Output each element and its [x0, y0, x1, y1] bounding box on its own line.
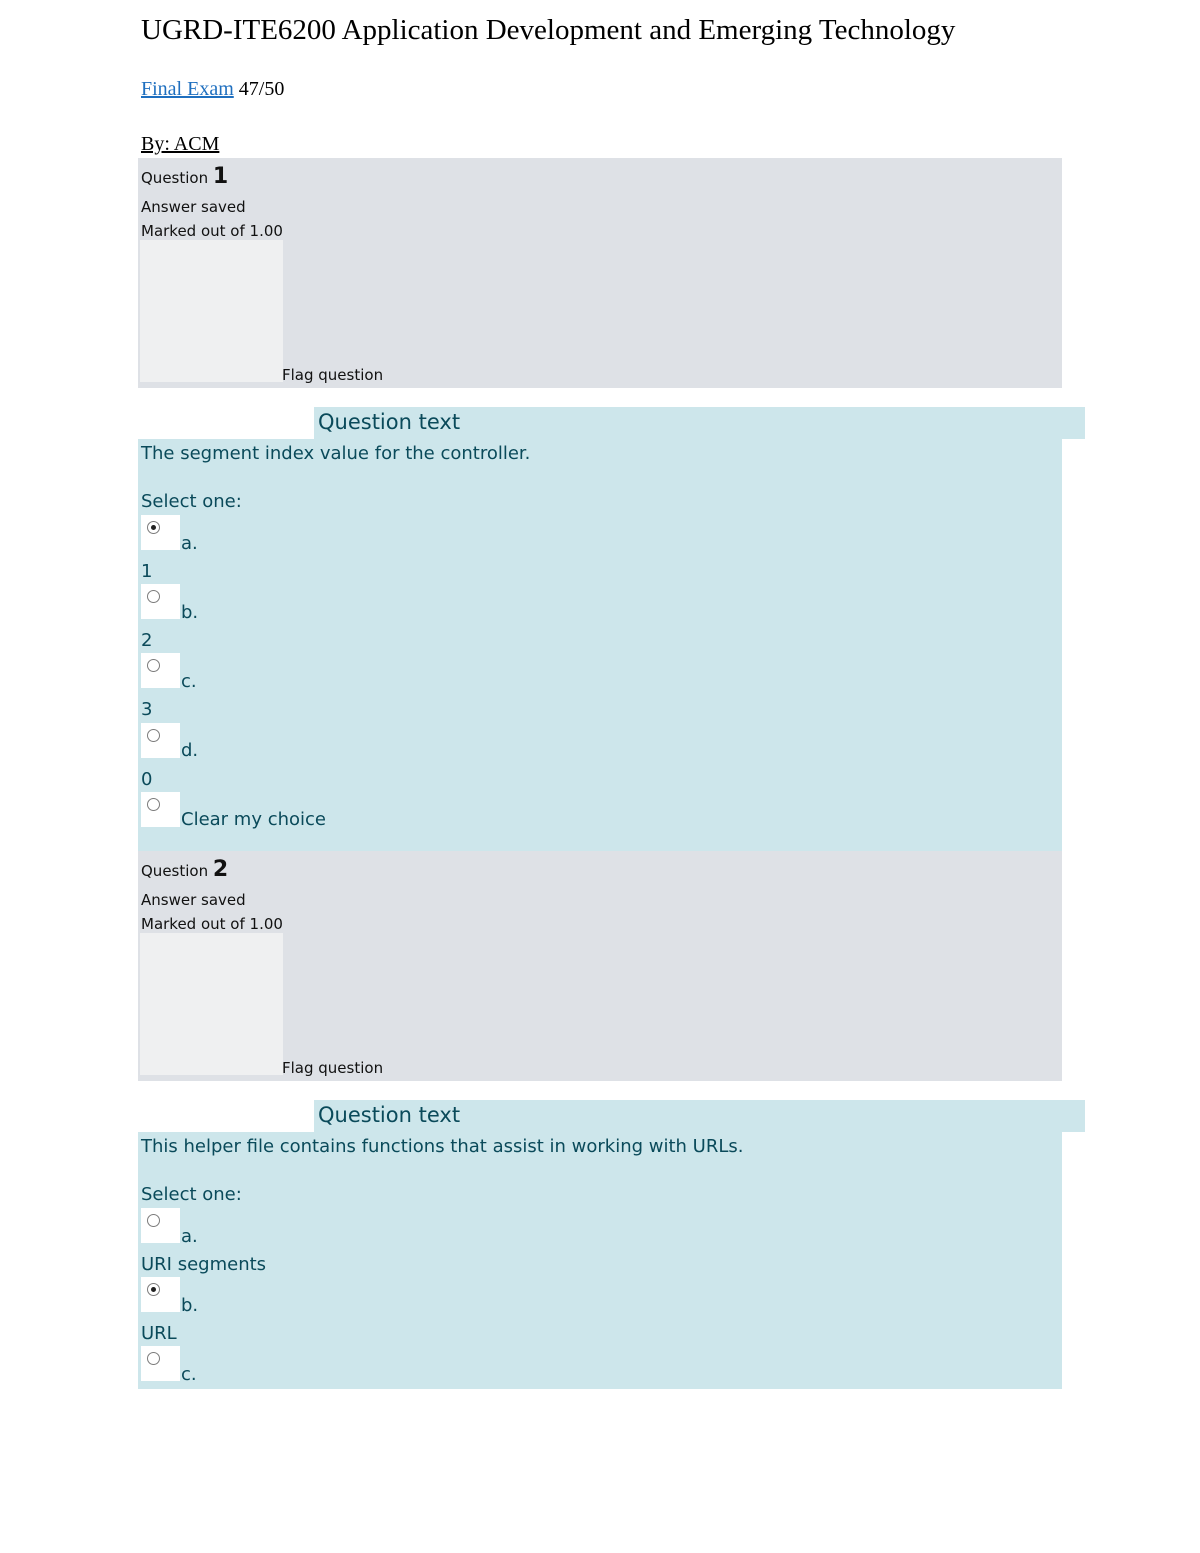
radio-button-d[interactable]	[147, 729, 160, 742]
option-b-letter: b.	[181, 1295, 199, 1316]
author-credit: By: ACM	[141, 133, 220, 155]
radio-button-a[interactable]	[147, 1214, 160, 1227]
question-number-value: 2	[212, 857, 229, 882]
option-c-letter: c.	[181, 671, 197, 692]
radio-button-b[interactable]	[147, 1283, 160, 1296]
flag-question-box[interactable]	[140, 933, 283, 1075]
question-1-text-heading	[314, 407, 1085, 439]
question-1-info	[138, 158, 1062, 388]
option-a-letter: a.	[181, 1226, 198, 1247]
option-b-value: URL	[141, 1323, 177, 1344]
exam-score-line	[141, 78, 284, 101]
clear-my-choice[interactable]: Clear my choice	[181, 809, 326, 830]
option-d-value: 0	[141, 769, 153, 790]
option-c-radio-box[interactable]	[141, 653, 180, 688]
option-c-letter: c.	[181, 1364, 197, 1385]
question-number-value: 1	[212, 164, 229, 189]
option-a-radio-box[interactable]	[141, 1208, 180, 1243]
question-grade: Marked out of 1.00	[141, 915, 283, 933]
radio-button-c[interactable]	[147, 1352, 160, 1365]
document-title: UGRD-ITE6200 Application Development and Emerging Technology	[141, 14, 956, 46]
question-2-text-heading	[314, 1100, 1085, 1132]
question-grade: Marked out of 1.00	[141, 222, 283, 240]
select-one-label: Select one:	[141, 1184, 242, 1205]
question-1-content	[138, 439, 1062, 853]
final-exam-link[interactable]: Final Exam	[141, 78, 234, 100]
radio-button-b[interactable]	[147, 590, 160, 603]
option-a-radio-box[interactable]	[141, 515, 180, 550]
clear-choice-radio-box[interactable]	[141, 792, 180, 827]
question-2-info	[138, 851, 1062, 1081]
option-d-letter: d.	[181, 740, 199, 761]
question-text-heading: Question text	[318, 1103, 461, 1127]
question-prompt: This helper file contains functions that assist in working with URLs.	[141, 1136, 744, 1157]
question-number	[141, 857, 228, 882]
option-c-value: 3	[141, 699, 153, 720]
question-label: Question	[141, 862, 209, 880]
option-b-radio-box[interactable]	[141, 1277, 180, 1312]
question-text-heading: Question text	[318, 410, 461, 434]
question-label: Question	[141, 169, 209, 187]
option-a-value: 1	[141, 561, 153, 582]
option-b-radio-box[interactable]	[141, 584, 180, 619]
flag-question-label[interactable]: Flag question	[282, 366, 384, 384]
radio-button-a[interactable]	[147, 521, 160, 534]
option-a-letter: a.	[181, 533, 198, 554]
exam-score: 47/50	[238, 78, 285, 100]
answer-state: Answer saved	[141, 198, 246, 216]
option-a-value: URI segments	[141, 1254, 267, 1275]
flag-question-label[interactable]: Flag question	[282, 1059, 384, 1077]
radio-button-c[interactable]	[147, 659, 160, 672]
question-2-content	[138, 1132, 1062, 1389]
option-b-letter: b.	[181, 602, 199, 623]
option-b-value: 2	[141, 630, 153, 651]
radio-button-clear[interactable]	[147, 798, 160, 811]
question-number	[141, 164, 228, 189]
answer-state: Answer saved	[141, 891, 246, 909]
flag-question-box[interactable]	[140, 240, 283, 382]
option-c-radio-box[interactable]	[141, 1346, 180, 1381]
question-prompt: The segment index value for the controller.	[141, 443, 531, 464]
option-d-radio-box[interactable]	[141, 723, 180, 758]
select-one-label: Select one:	[141, 491, 242, 512]
